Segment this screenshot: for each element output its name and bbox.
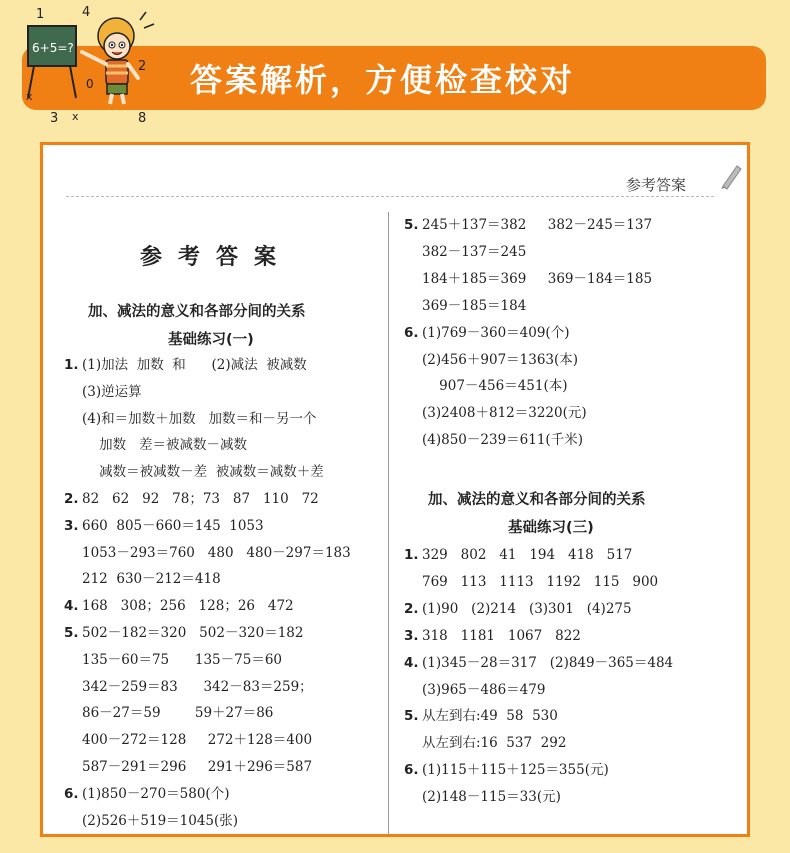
answer-line (64, 624, 303, 642)
answer-text: (4)和＝加数＋加数 加数＝和－另一个 (82, 410, 317, 427)
pencil-icon (717, 162, 743, 190)
answer-line (64, 731, 312, 749)
svg-text:x: x (72, 110, 79, 123)
answer-line (64, 517, 264, 535)
answer-text: 184＋185＝369 369－184＝185 (422, 270, 653, 287)
answer-text: 907－456＝451(本) (422, 378, 568, 395)
question-number: 6. (64, 785, 79, 802)
answer-text: 769 113 1113 1192 115 900 (422, 573, 659, 590)
answer-text: (1)加法 加数 和 (2)减法 被减数 (82, 357, 307, 373)
question-number: 6. (404, 762, 419, 779)
answer-text: (1)345－28＝317 (2)849－365＝484 (422, 654, 674, 671)
answer-line (64, 356, 307, 374)
answer-text: 86－27＝59 59＋27＝86 (82, 705, 274, 722)
answer-text: 加数 差＝被减数－减数 (82, 437, 248, 454)
answer-text: (3)965－486＝479 (422, 681, 546, 698)
answer-line (64, 570, 221, 588)
answer-line (404, 734, 566, 752)
question-number: 4. (64, 598, 79, 615)
svg-text:4: 4 (82, 5, 91, 20)
answer-line (64, 410, 317, 428)
answer-text: (1)769－360＝409(个) (422, 324, 570, 341)
answer-line (64, 758, 312, 776)
answer-text: (2)526＋519＝1045(张) (82, 812, 239, 829)
answer-text: 587－291＝296 291＋296＝587 (82, 759, 313, 775)
mascot-illustration (20, 0, 170, 130)
answer-line (404, 761, 609, 779)
answer-line (64, 490, 319, 508)
answer-line (404, 627, 581, 645)
question-number: 5. (404, 217, 419, 233)
question-number: 3. (64, 517, 79, 534)
answer-text: 318 1181 1067 822 (422, 627, 581, 644)
svg-text:1: 1 (36, 7, 45, 22)
svg-text:3: 3 (50, 111, 59, 126)
svg-text:0: 0 (86, 77, 94, 91)
answer-line (64, 704, 273, 722)
answer-line (404, 404, 587, 422)
answer-text: (2)456＋907＝1363(本) (422, 351, 579, 368)
answer-line (64, 812, 238, 830)
page-title: 参考答案 (140, 244, 293, 270)
svg-text:8: 8 (138, 111, 147, 126)
answer-text: (3)逆运算 (82, 383, 142, 400)
left-section-subtitle: 基础练习(一) (168, 332, 254, 348)
answer-text: 212 630－212＝418 (82, 571, 221, 588)
answer-text: 168 308；256 128；26 472 (82, 598, 294, 615)
answer-line (404, 431, 583, 449)
answer-line (404, 324, 569, 342)
answer-line (64, 436, 247, 454)
answer-text: 135－60＝75 135－75＝60 (82, 651, 282, 668)
answer-line (404, 573, 658, 591)
question-number: 1. (64, 357, 79, 373)
answer-line (404, 243, 526, 261)
question-number: 1. (404, 547, 419, 563)
answer-line (404, 681, 545, 699)
answer-text: 382－137＝245 (422, 243, 527, 260)
svg-text:x: x (26, 90, 33, 103)
column-divider (388, 212, 389, 834)
question-number: 2. (64, 491, 79, 507)
answer-line (64, 597, 294, 615)
answer-text: (3)2408＋812＝3220(元) (422, 405, 587, 422)
answer-line (64, 785, 229, 803)
answer-line (64, 678, 313, 696)
answer-text: 400－272＝128 272＋128＝400 (82, 732, 313, 749)
answer-text: 660 805－660＝145 1053 (82, 517, 264, 534)
question-number: 6. (404, 324, 419, 341)
board-text: 6+5=? (32, 41, 74, 55)
answer-line (404, 297, 526, 315)
answer-text: 从左到右:49 58 530 (422, 708, 558, 725)
header-label: 参考答案 (626, 176, 687, 194)
answer-line (404, 351, 578, 369)
answer-line (404, 600, 632, 618)
right-section-subtitle: 基础练习(三) (508, 520, 594, 536)
answer-line (404, 654, 673, 672)
answer-line (404, 788, 561, 806)
right-section-title: 加、减法的意义和各部分间的关系 (428, 492, 646, 508)
answer-text: 369－185＝184 (422, 297, 527, 314)
answer-text: 减数＝被减数－差 被减数＝减数＋差 (82, 464, 324, 481)
question-number: 3. (404, 627, 419, 644)
banner-title: 答案解析，方便检查校对 (190, 61, 576, 99)
question-number: 5. (64, 625, 79, 641)
answer-line (64, 544, 351, 562)
answer-line (64, 651, 282, 669)
answer-line (404, 216, 652, 234)
question-number: 2. (404, 600, 419, 617)
answer-text: (2)148－115＝33(元) (422, 789, 561, 806)
answer-line (404, 270, 652, 288)
answer-text: (1)115＋115＋125＝355(元) (422, 762, 609, 779)
answer-text: 从左到右:16 537 292 (422, 735, 567, 752)
header-divider (66, 196, 714, 197)
answer-line (404, 707, 558, 725)
answer-text: 1053－293＝760 480 480－297＝183 (82, 544, 351, 561)
answer-line (404, 377, 568, 395)
svg-text:2: 2 (138, 59, 147, 74)
answer-text: (4)850－239＝611(千米) (422, 432, 583, 449)
left-section-title: 加、减法的意义和各部分间的关系 (88, 304, 306, 320)
answer-text: 342－259＝83 342－83＝259； (82, 678, 313, 695)
answer-text: (1)850－270＝580(个) (82, 785, 230, 802)
answer-text: 82 62 92 78；73 87 110 72 (82, 491, 319, 507)
answer-text: 502－182＝320 502－320＝182 (82, 625, 304, 641)
answer-line (64, 463, 324, 481)
answer-line (64, 383, 142, 401)
answer-text: 329 802 41 194 418 517 (422, 547, 633, 563)
question-number: 5. (404, 708, 419, 725)
answer-text: (1)90 (2)214 (3)301 (4)275 (422, 600, 632, 617)
answer-line (404, 546, 632, 564)
question-number: 4. (404, 654, 419, 671)
answer-text: 245＋137＝382 382－245＝137 (422, 217, 653, 233)
